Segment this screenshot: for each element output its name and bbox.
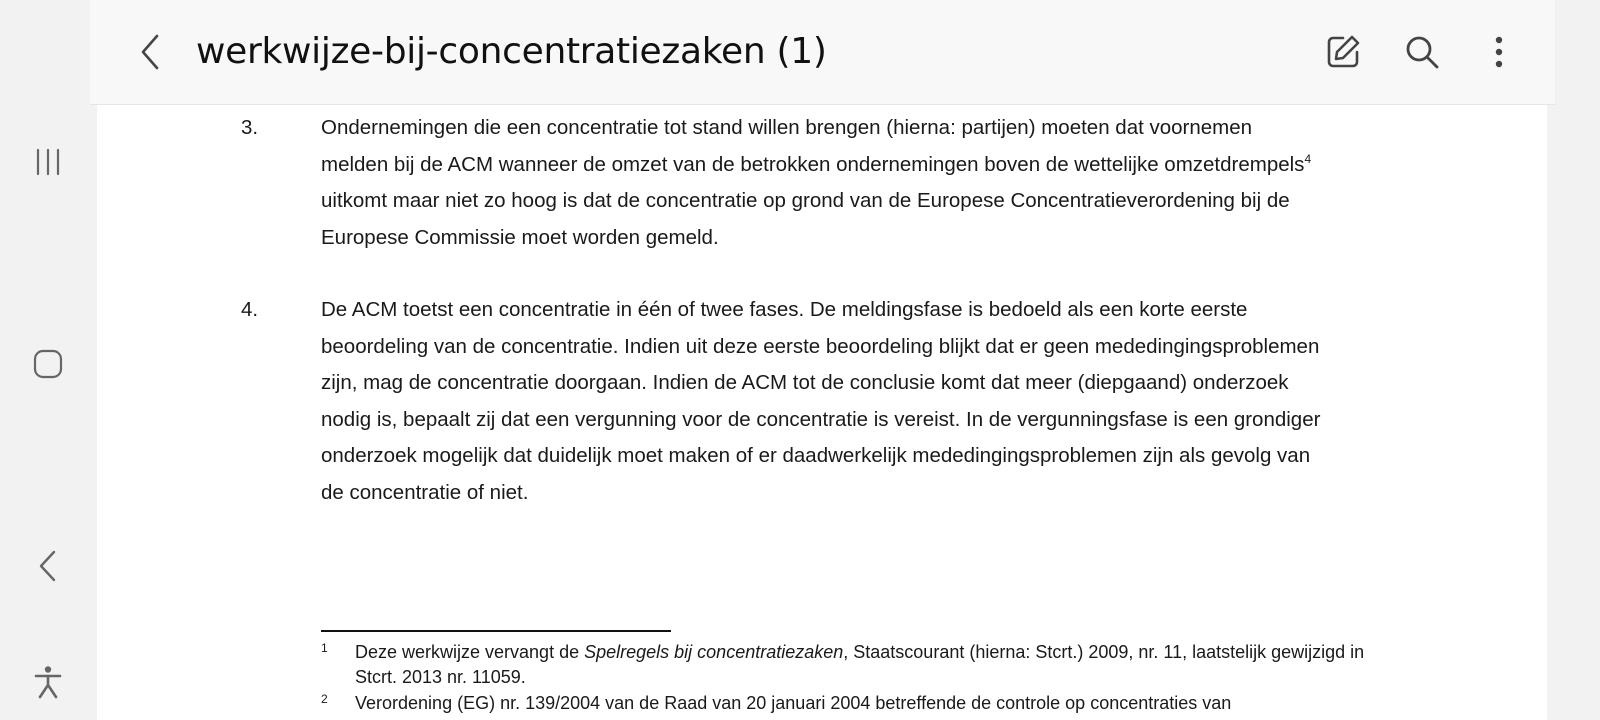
chevron-left-icon [137,32,163,72]
navigation-rail [0,0,96,720]
paragraph-text: De ACM toetst een concentratie in één of twee fases. De meldingsfase is bedoeld als een korte eerste beoordeling van de concentratie. Indien uit deze eerste beoordeling blijkt dat er geen mededingingsproblemen zijn, mag de concentratie doorgaan. Indien de ACM tot de conclusie komt dat meer (diepgaand) onderzoek nodig is, bepaalt zij dat een vergunning voor de concentratie is vereist. In de vergunningsfase is een grondiger onderzoek mogelijk dat duidelijk moet maken of er daadwerkelijk mededingingsproblemen zijn als gevolg van de concentratie of niet. [321,298,1321,504]
footnote-mark: 2 [321,692,328,706]
app-bar [90,0,1555,105]
footnote-2 [321,691,1371,716]
edit-button[interactable] [1319,28,1367,76]
footnote-1 [321,640,1371,690]
footnote-mark: 1 [321,641,328,655]
document-page[interactable] [97,0,1547,720]
search-icon [1402,32,1442,72]
paragraph-text [321,110,1321,256]
back-button[interactable] [126,28,174,76]
edit-pencil-icon [1323,32,1363,72]
paragraph-4 [241,292,1321,511]
page-title: werkwijze-bij-concentratiezaken (1) [196,31,827,72]
more-vertical-icon [1493,32,1505,72]
accessibility-icon[interactable] [24,658,72,706]
footnote-text [355,640,1371,690]
footnote-text: Verordening (EG) nr. 139/2004 van de Raad van 20 januari 2004 betreffende de controle op concentraties van [355,693,1232,713]
recents-icon[interactable] [24,138,72,186]
back-icon[interactable] [24,542,72,590]
paragraph-number: 4. [241,298,259,321]
footnote-separator [321,630,671,632]
footnote-reference[interactable]: 4 [1304,151,1312,166]
paragraph-text-part: Ondernemingen die een concentratie tot stand willen brengen (hierna: partijen) moeten dat voornemen melden bij de ACM wanneer de omzet van de betrokken ondernemingen boven de wettelijke omzetdrempels [321,116,1305,176]
footnote-italic-title: Spelregels bij concentratiezaken [584,642,844,662]
paragraph-number: 3. [241,116,259,139]
right-edge [1547,0,1600,720]
home-icon[interactable] [24,340,72,388]
paragraph-text-part: uitkomt maar niet zo hoog is dat de concentratie op grond van de Europese Concentratieverordening bij de Europese Commissie moet worden gemeld. [321,189,1290,249]
footnote-text-part: , Staatscourant (hierna: Stcrt.) 2009, nr. 11, laatstelijk gewijzigd in Stcrt. 2013 nr. 11059. [355,642,1365,687]
document-content [97,0,1547,720]
more-options-button[interactable] [1475,28,1523,76]
paragraph-3 [241,110,1321,256]
search-button[interactable] [1398,28,1446,76]
footnote-text-part: Deze werkwijze vervangt de [355,642,585,662]
